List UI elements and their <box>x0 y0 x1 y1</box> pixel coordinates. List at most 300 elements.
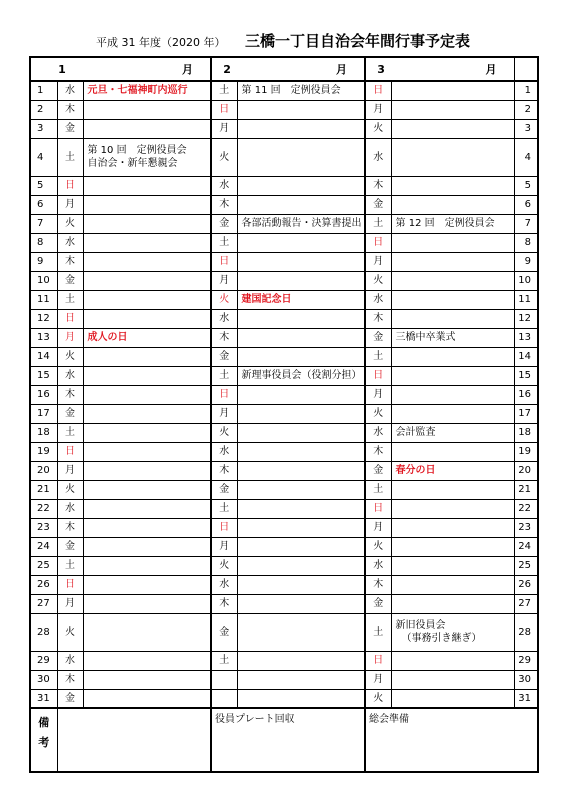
event-cell <box>391 119 514 138</box>
weekday-cell: 火 <box>365 119 391 138</box>
month-header-blank <box>514 57 538 81</box>
event-cell <box>83 613 211 651</box>
day-number: 9 <box>30 252 57 271</box>
event-cell <box>237 138 365 176</box>
event-cell <box>391 252 514 271</box>
event-cell: 各部活動報告・決算書提出 <box>237 214 365 233</box>
weekday-cell: 木 <box>57 385 83 404</box>
event-line: 第 10 回 定例役員会 <box>87 145 187 156</box>
event-cell <box>83 214 211 233</box>
event-cell <box>391 138 514 176</box>
event-cell: 第 11 回 定例役員会 <box>237 81 365 100</box>
event-cell <box>391 518 514 537</box>
day-number: 15 <box>514 366 538 385</box>
weekday-cell: 火 <box>57 613 83 651</box>
weekday-cell: 水 <box>365 423 391 442</box>
weekday-cell: 土 <box>211 233 237 252</box>
event-cell <box>391 195 514 214</box>
weekday-cell: 水 <box>211 309 237 328</box>
day-number: 4 <box>514 138 538 176</box>
event-cell <box>83 575 211 594</box>
weekday-cell: 水 <box>57 81 83 100</box>
event-cell: 第 12 回 定例役員会 <box>391 214 514 233</box>
weekday-cell: 火 <box>365 404 391 423</box>
table-row <box>30 176 538 195</box>
weekday-cell: 月 <box>211 271 237 290</box>
weekday-cell: 月 <box>365 252 391 271</box>
day-number: 14 <box>30 347 57 366</box>
weekday-cell: 火 <box>211 290 237 309</box>
day-number: 2 <box>30 100 57 119</box>
weekday-cell: 水 <box>57 366 83 385</box>
weekday-cell: 木 <box>365 442 391 461</box>
weekday-cell: 日 <box>211 385 237 404</box>
month-header-feb <box>211 57 365 81</box>
event-cell <box>83 138 211 176</box>
day-number: 7 <box>30 214 57 233</box>
event-cell <box>83 290 211 309</box>
day-number: 5 <box>514 176 538 195</box>
day-number: 3 <box>514 119 538 138</box>
weekday-cell: 金 <box>365 328 391 347</box>
day-number: 23 <box>30 518 57 537</box>
weekday-cell: 木 <box>57 252 83 271</box>
weekday-cell: 日 <box>365 81 391 100</box>
weekday-cell: 日 <box>211 100 237 119</box>
weekday-cell: 月 <box>211 404 237 423</box>
notes-mar: 総会準備 <box>365 708 538 772</box>
weekday-cell: 土 <box>57 290 83 309</box>
day-number: 27 <box>514 594 538 613</box>
day-number: 13 <box>514 328 538 347</box>
table-row <box>30 594 538 613</box>
weekday-cell: 木 <box>365 575 391 594</box>
weekday-cell: 水 <box>365 138 391 176</box>
weekday-cell: 土 <box>365 613 391 651</box>
weekday-cell: 日 <box>365 233 391 252</box>
weekday-cell: 月 <box>365 385 391 404</box>
weekday-cell: 木 <box>211 328 237 347</box>
month-number: 1 <box>58 62 66 76</box>
event-cell <box>83 689 211 708</box>
table-row <box>30 423 538 442</box>
day-number: 13 <box>30 328 57 347</box>
event-cell <box>237 480 365 499</box>
day-number: 11 <box>30 290 57 309</box>
event-cell <box>237 689 365 708</box>
table-row <box>30 290 538 309</box>
event-cell <box>391 689 514 708</box>
month-label: 月 <box>336 62 348 76</box>
day-number: 16 <box>514 385 538 404</box>
event-cell <box>83 233 211 252</box>
weekday-cell: 水 <box>211 176 237 195</box>
weekday-cell: 土 <box>57 423 83 442</box>
weekday-cell: 火 <box>57 347 83 366</box>
event-cell <box>237 556 365 575</box>
day-number: 17 <box>30 404 57 423</box>
day-number: 31 <box>30 689 57 708</box>
weekday-cell: 月 <box>57 461 83 480</box>
event-line: 新旧役員会 <box>395 620 446 631</box>
weekday-cell: 日 <box>211 252 237 271</box>
event-cell <box>83 423 211 442</box>
day-number: 20 <box>30 461 57 480</box>
weekday-cell: 日 <box>365 651 391 670</box>
weekday-cell: 火 <box>365 537 391 556</box>
table-row <box>30 100 538 119</box>
table-row <box>30 347 538 366</box>
day-number: 19 <box>30 442 57 461</box>
weekday-cell: 木 <box>365 176 391 195</box>
month-label: 月 <box>182 62 194 76</box>
event-cell <box>391 309 514 328</box>
day-number: 5 <box>30 176 57 195</box>
day-number: 22 <box>30 499 57 518</box>
weekday-cell: 土 <box>365 480 391 499</box>
page-title: 三橋一丁目自治会年間行事予定表 <box>245 32 471 50</box>
weekday-cell: 水 <box>57 651 83 670</box>
event-cell <box>391 366 514 385</box>
weekday-cell: 金 <box>57 119 83 138</box>
table-row <box>30 442 538 461</box>
day-number: 7 <box>514 214 538 233</box>
event-cell <box>83 537 211 556</box>
event-cell: 新理事役員会（役割分担） <box>237 366 365 385</box>
day-number: 22 <box>514 499 538 518</box>
weekday-cell: 金 <box>57 271 83 290</box>
notes-jan <box>57 708 211 772</box>
event-cell <box>83 480 211 499</box>
day-number: 14 <box>514 347 538 366</box>
event-cell <box>83 347 211 366</box>
day-number: 18 <box>30 423 57 442</box>
day-number: 16 <box>30 385 57 404</box>
event-cell <box>237 423 365 442</box>
weekday-cell: 水 <box>57 233 83 252</box>
table-row <box>30 214 538 233</box>
table-row <box>30 689 538 708</box>
weekday-cell: 木 <box>211 594 237 613</box>
table-row <box>30 81 538 100</box>
day-number: 25 <box>30 556 57 575</box>
event-cell <box>237 385 365 404</box>
event-cell <box>391 480 514 499</box>
day-number: 15 <box>30 366 57 385</box>
event-cell <box>237 347 365 366</box>
weekday-cell: 月 <box>211 119 237 138</box>
table-row <box>30 119 538 138</box>
weekday-cell: 木 <box>57 670 83 689</box>
weekday-cell: 日 <box>365 366 391 385</box>
day-number: 12 <box>30 309 57 328</box>
event-cell <box>391 290 514 309</box>
weekday-cell: 土 <box>211 499 237 518</box>
event-cell <box>237 309 365 328</box>
event-cell: 成人の日 <box>83 328 211 347</box>
event-cell <box>237 119 365 138</box>
day-number: 8 <box>514 233 538 252</box>
weekday-cell: 火 <box>211 423 237 442</box>
table-row <box>30 404 538 423</box>
day-number: 24 <box>30 537 57 556</box>
event-cell <box>83 670 211 689</box>
day-number: 6 <box>514 195 538 214</box>
event-cell <box>391 537 514 556</box>
day-number: 18 <box>514 423 538 442</box>
day-number: 8 <box>30 233 57 252</box>
event-cell <box>83 252 211 271</box>
day-number: 30 <box>514 670 538 689</box>
event-cell <box>83 119 211 138</box>
event-cell <box>237 233 365 252</box>
table-row <box>30 670 538 689</box>
day-number: 21 <box>30 480 57 499</box>
day-number: 31 <box>514 689 538 708</box>
event-cell <box>391 670 514 689</box>
weekday-cell: 月 <box>57 594 83 613</box>
day-number: 20 <box>514 461 538 480</box>
event-cell <box>237 461 365 480</box>
weekday-cell: 土 <box>57 138 83 176</box>
event-cell <box>83 556 211 575</box>
event-cell <box>83 518 211 537</box>
day-number: 10 <box>30 271 57 290</box>
day-number: 26 <box>30 575 57 594</box>
weekday-cell: 月 <box>57 328 83 347</box>
day-number: 1 <box>30 81 57 100</box>
weekday-cell: 火 <box>211 138 237 176</box>
weekday-cell: 月 <box>365 518 391 537</box>
event-cell <box>391 347 514 366</box>
event-cell <box>391 613 514 651</box>
event-cell <box>391 233 514 252</box>
event-cell <box>83 271 211 290</box>
weekday-cell: 月 <box>365 670 391 689</box>
month-label: 月 <box>485 62 497 76</box>
event-cell <box>391 404 514 423</box>
event-cell: 会計監査 <box>391 423 514 442</box>
table-row <box>30 233 538 252</box>
event-cell <box>237 176 365 195</box>
day-number: 28 <box>514 613 538 651</box>
event-cell <box>391 100 514 119</box>
event-cell <box>83 499 211 518</box>
notes-label-char: 考 <box>38 736 50 749</box>
event-cell <box>237 613 365 651</box>
event-cell <box>391 651 514 670</box>
day-number: 9 <box>514 252 538 271</box>
day-number: 3 <box>30 119 57 138</box>
table-row <box>30 518 538 537</box>
table-row <box>30 499 538 518</box>
weekday-cell: 火 <box>211 556 237 575</box>
weekday-cell: 金 <box>365 594 391 613</box>
event-cell <box>83 385 211 404</box>
event-cell <box>237 670 365 689</box>
weekday-cell: 木 <box>57 518 83 537</box>
day-number: 30 <box>30 670 57 689</box>
month-number: 2 <box>223 62 231 76</box>
event-cell <box>83 404 211 423</box>
weekday-cell: 日 <box>365 499 391 518</box>
table-row <box>30 309 538 328</box>
weekday-cell: 月 <box>57 195 83 214</box>
event-line: （事務引き継ぎ） <box>401 633 482 644</box>
weekday-cell: 木 <box>365 309 391 328</box>
table-row <box>30 480 538 499</box>
table-row <box>30 461 538 480</box>
weekday-cell: 水 <box>365 556 391 575</box>
event-cell <box>237 252 365 271</box>
weekday-cell: 水 <box>211 575 237 594</box>
event-cell: 春分の日 <box>391 461 514 480</box>
event-cell <box>237 518 365 537</box>
weekday-cell: 火 <box>365 271 391 290</box>
day-number: 29 <box>30 651 57 670</box>
day-number: 26 <box>514 575 538 594</box>
notes-row <box>30 708 538 772</box>
table-row <box>30 651 538 670</box>
weekday-cell: 金 <box>211 480 237 499</box>
title-row <box>0 30 566 52</box>
event-cell <box>391 499 514 518</box>
day-number: 27 <box>30 594 57 613</box>
weekday-cell: 日 <box>57 176 83 195</box>
weekday-cell: 金 <box>211 613 237 651</box>
event-cell <box>237 328 365 347</box>
table-row <box>30 385 538 404</box>
weekday-cell: 土 <box>211 81 237 100</box>
fiscal-year-label: 平成 31 年度（2020 年） <box>96 36 226 49</box>
weekday-cell: 土 <box>57 556 83 575</box>
event-cell: 元旦・七福神町内巡行 <box>83 81 211 100</box>
table-row <box>30 195 538 214</box>
event-line: 自治会・新年懇親会 <box>87 158 178 169</box>
event-cell <box>237 499 365 518</box>
weekday-cell: 金 <box>365 461 391 480</box>
event-cell <box>83 366 211 385</box>
day-number: 10 <box>514 271 538 290</box>
weekday-cell: 木 <box>57 100 83 119</box>
weekday-cell: 月 <box>211 537 237 556</box>
weekday-cell: 金 <box>211 214 237 233</box>
weekday-cell: 土 <box>365 347 391 366</box>
day-number: 11 <box>514 290 538 309</box>
notes-label-char: 備 <box>38 716 50 729</box>
day-number: 29 <box>514 651 538 670</box>
table-row <box>30 328 538 347</box>
event-cell <box>237 442 365 461</box>
weekday-cell: 火 <box>57 480 83 499</box>
month-header-mar <box>365 57 514 81</box>
weekday-cell: 土 <box>211 366 237 385</box>
table-row <box>30 556 538 575</box>
event-cell <box>391 81 514 100</box>
month-header-jan <box>30 57 211 81</box>
event-cell <box>391 575 514 594</box>
event-cell <box>83 651 211 670</box>
day-number: 4 <box>30 138 57 176</box>
event-cell <box>83 309 211 328</box>
event-cell <box>391 442 514 461</box>
day-number: 12 <box>514 309 538 328</box>
day-number: 17 <box>514 404 538 423</box>
day-number: 24 <box>514 537 538 556</box>
day-number: 23 <box>514 518 538 537</box>
event-cell <box>391 594 514 613</box>
schedule-body <box>30 57 538 772</box>
table-row <box>30 271 538 290</box>
weekday-cell: 日 <box>211 518 237 537</box>
event-cell <box>83 594 211 613</box>
month-number: 3 <box>377 62 385 76</box>
day-number: 6 <box>30 195 57 214</box>
table-row <box>30 537 538 556</box>
weekday-cell: 日 <box>57 575 83 594</box>
weekday-cell <box>211 689 237 708</box>
event-cell <box>83 461 211 480</box>
event-cell <box>83 176 211 195</box>
weekday-cell: 水 <box>211 442 237 461</box>
event-cell <box>237 594 365 613</box>
table-row <box>30 575 538 594</box>
weekday-cell: 日 <box>57 309 83 328</box>
weekday-cell: 木 <box>211 461 237 480</box>
table-row <box>30 138 538 176</box>
day-number: 2 <box>514 100 538 119</box>
event-cell <box>83 442 211 461</box>
weekday-cell: 火 <box>57 214 83 233</box>
event-cell <box>391 176 514 195</box>
event-cell <box>237 100 365 119</box>
event-cell <box>83 195 211 214</box>
event-cell: 三橋中卒業式 <box>391 328 514 347</box>
weekday-cell: 金 <box>57 537 83 556</box>
event-cell <box>391 385 514 404</box>
weekday-cell: 金 <box>211 347 237 366</box>
event-cell <box>237 271 365 290</box>
weekday-cell: 土 <box>211 651 237 670</box>
table-row <box>30 252 538 271</box>
notes-label <box>30 708 57 772</box>
event-cell <box>237 575 365 594</box>
event-cell <box>83 100 211 119</box>
weekday-cell: 木 <box>211 195 237 214</box>
weekday-cell: 水 <box>365 290 391 309</box>
weekday-cell <box>211 670 237 689</box>
weekday-cell: 金 <box>57 404 83 423</box>
event-cell <box>237 651 365 670</box>
table-row <box>30 366 538 385</box>
event-cell <box>237 195 365 214</box>
weekday-cell: 水 <box>57 499 83 518</box>
event-cell: 建国記念日 <box>237 290 365 309</box>
table-row <box>30 613 538 651</box>
weekday-cell: 土 <box>365 214 391 233</box>
weekday-cell: 金 <box>57 689 83 708</box>
event-cell <box>237 537 365 556</box>
event-cell <box>237 404 365 423</box>
schedule-table <box>29 56 539 773</box>
weekday-cell: 火 <box>365 689 391 708</box>
day-number: 28 <box>30 613 57 651</box>
day-number: 21 <box>514 480 538 499</box>
weekday-cell: 金 <box>365 195 391 214</box>
weekday-cell: 月 <box>365 100 391 119</box>
event-cell <box>391 271 514 290</box>
event-cell <box>391 556 514 575</box>
